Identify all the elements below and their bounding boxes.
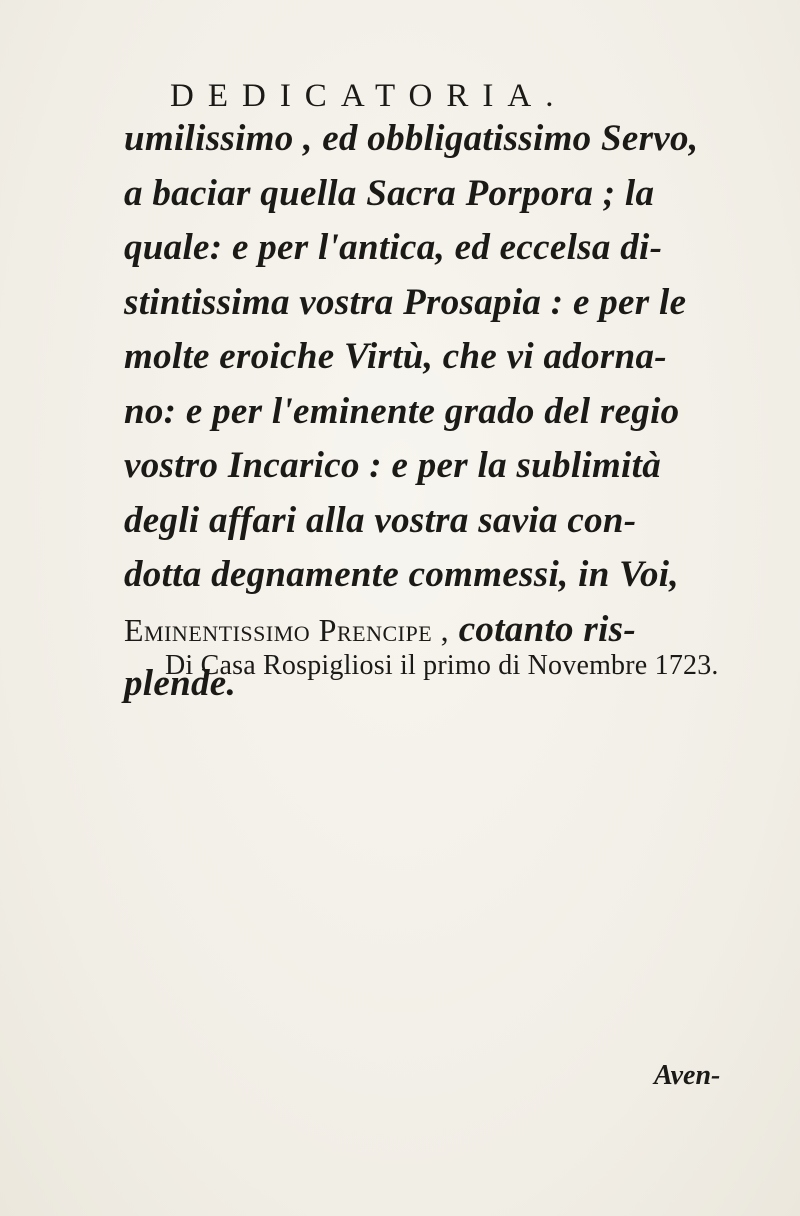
text-line-4: stintissima vostra Prosapia : e per le <box>124 281 687 323</box>
dateline: Di Casa Rospigliosi il primo di Novembre 1723. <box>165 650 719 681</box>
text-line-6: no: e per l'eminente grado del regio <box>124 390 680 432</box>
text-line-8: degli affari alla vostra savia con- <box>124 499 637 541</box>
text-line-10 <box>124 603 724 658</box>
text-line-3: quale: e per l'antica, ed eccelsa di- <box>124 227 663 268</box>
addressee-title: Eminentissimo Prencipe , <box>124 611 450 648</box>
text-line-9: dotta degnamente commessi, in Voi, <box>124 554 679 595</box>
text-line-11: plende. <box>124 663 237 704</box>
catchword: Aven- <box>654 1060 721 1091</box>
dedication-text <box>124 112 724 712</box>
text-line-7: vostro Incarico : e per la sublimità <box>124 445 662 486</box>
page-header: DEDICATORIA. <box>170 78 568 114</box>
text-line-2: a baciar quella Sacra Porpora ; la <box>124 172 655 214</box>
text-line-10-italic: cotanto ris- <box>449 608 636 650</box>
text-line-5: molte eroiche Virtù, che vi adorna- <box>124 336 667 377</box>
text-line-1: umilissimo , ed obbligatissimo Servo, <box>124 118 699 159</box>
